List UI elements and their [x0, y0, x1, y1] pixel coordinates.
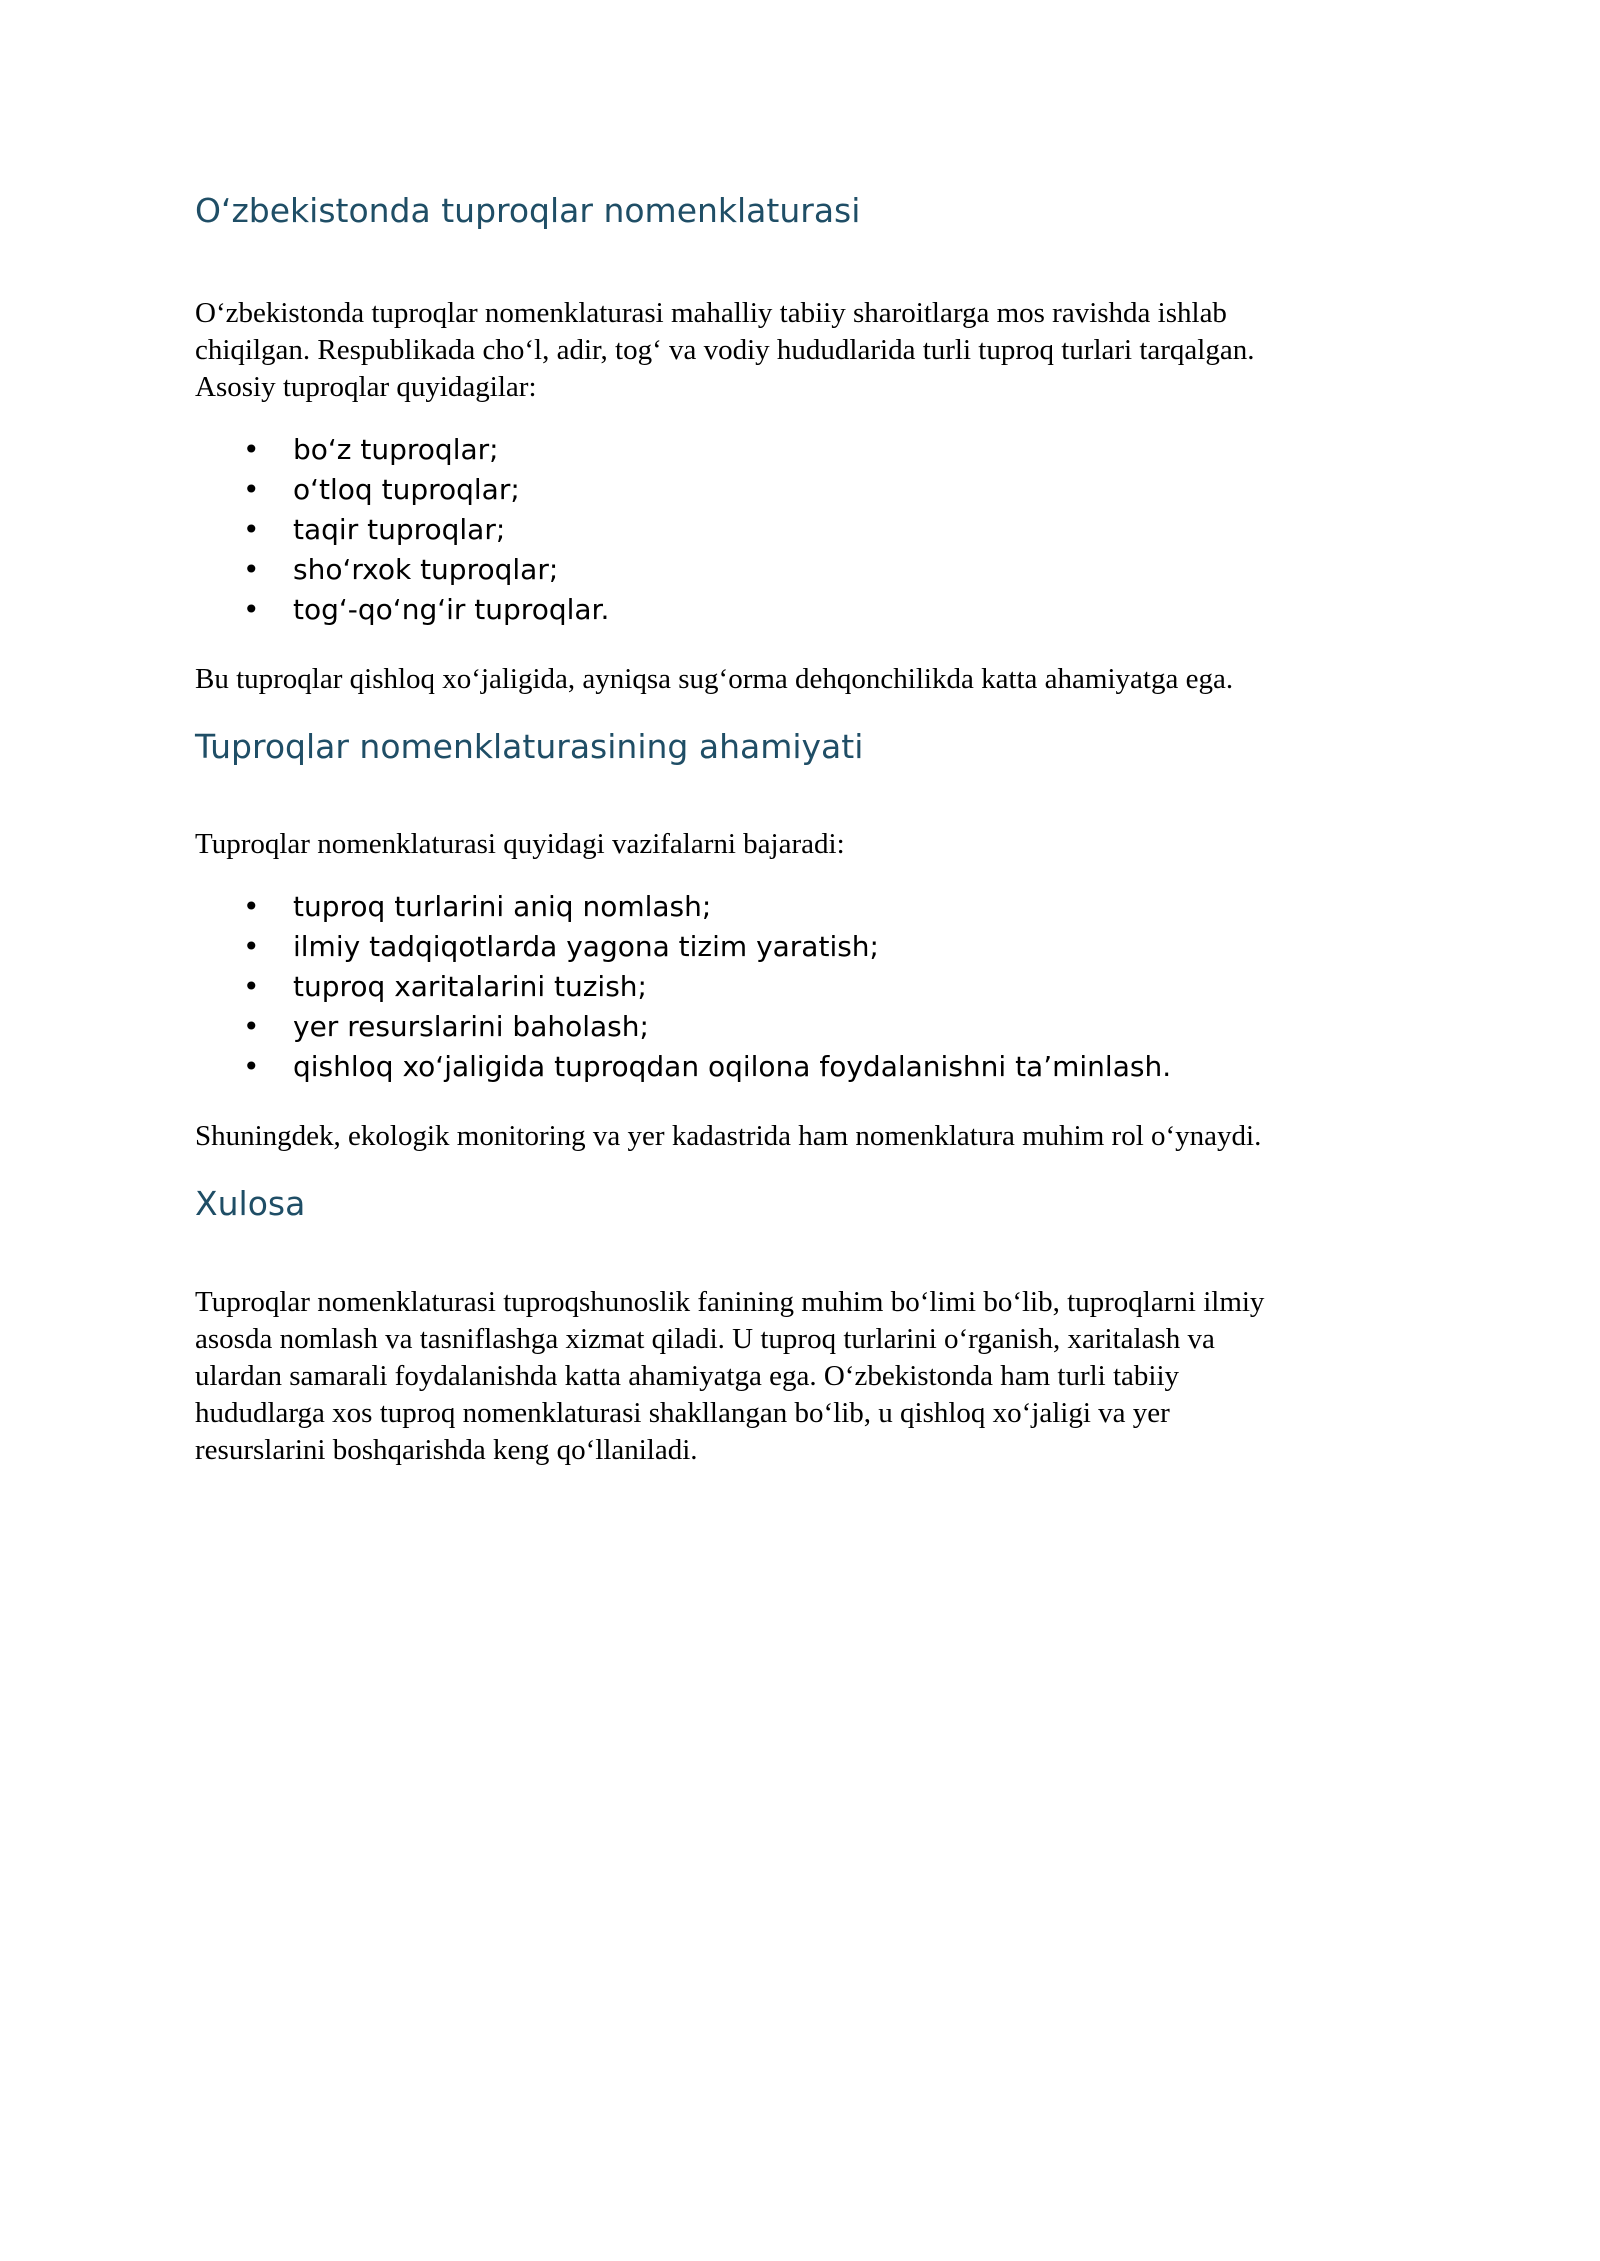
section1-intro-paragraph [195, 295, 1415, 406]
bullet-icon: • [243, 592, 260, 626]
section2-closing-paragraph: Shuningdek, ekologik monitoring va yer kadastrida ham nomenklatura muhim rol o‘ynaydi. [195, 1119, 1262, 1152]
list-item [195, 887, 1415, 927]
bullet-icon: • [243, 1049, 260, 1083]
bullet-icon: • [243, 889, 260, 923]
section1-closing-paragraph: Bu tuproqlar qishloq xo‘jaligida, ayniqsa sug‘orma dehqonchilikda katta ahamiyatga ega. [195, 662, 1234, 695]
list-item [195, 590, 1415, 630]
list-item [195, 470, 1415, 510]
list-item [195, 927, 1415, 967]
paragraph-line: Tuproqlar nomenklaturasi tuproqshunoslik fanining muhim bo‘limi bo‘lib, tuproqlarni ilmiy [195, 1285, 1265, 1318]
section-heading-uzbekistan: O‘zbekistonda tuproqlar nomenklaturasi [195, 191, 861, 230]
bullet-icon: • [243, 552, 260, 586]
soil-types-list [195, 430, 1415, 630]
paragraph-line: resurslarini boshqarishda keng qo‘llaniladi. [195, 1433, 698, 1466]
list-item-text: yer resurslarini baholash; [293, 1009, 649, 1043]
bullet-icon: • [243, 1009, 260, 1043]
list-item-text: tog‘-qo‘ng‘ir tuproqlar. [293, 592, 610, 626]
bullet-icon: • [243, 472, 260, 506]
list-item [195, 430, 1415, 470]
bullet-icon: • [243, 929, 260, 963]
paragraph-line: ulardan samarali foydalanishda katta ahamiyatga ega. O‘zbekistonda ham turli tabiiy [195, 1359, 1180, 1392]
list-item-text: tuproq turlarini aniq nomlash; [293, 889, 712, 923]
paragraph-line: O‘zbekistonda tuproqlar nomenklaturasi mahalliy tabiiy sharoitlarga mos ravishda ishlab [195, 296, 1227, 329]
list-item-text: qishloq xo‘jaligida tuproqdan oqilona foydalanishni ta’minlash. [293, 1049, 1172, 1083]
functions-list [195, 887, 1415, 1087]
bullet-icon: • [243, 432, 260, 466]
paragraph-line: chiqilgan. Respublikada cho‘l, adir, tog‘ va vodiy hududlarida turli tuproq turlari tarqalgan. [195, 333, 1255, 366]
paragraph-line: hududlarga xos tuproq nomenklaturasi shakllangan bo‘lib, u qishloq xo‘jaligi va yer [195, 1396, 1170, 1429]
paragraph-line: Asosiy tuproqlar quyidagilar: [195, 370, 537, 403]
list-item-text: bo‘z tuproqlar; [293, 432, 499, 466]
bullet-icon: • [243, 969, 260, 1003]
bullet-icon: • [243, 512, 260, 546]
paragraph-line: asosda nomlash va tasniflashga xizmat qiladi. U tuproq turlarini o‘rganish, xaritalash va [195, 1322, 1215, 1355]
section-heading-conclusion: Xulosa [195, 1183, 306, 1223]
list-item-text: tuproq xaritalarini tuzish; [293, 969, 647, 1003]
list-item-text: o‘tloq tuproqlar; [293, 472, 520, 506]
section-heading-importance: Tuproqlar nomenklaturasining ahamiyati [195, 726, 864, 766]
section2-intro-paragraph: Tuproqlar nomenklaturasi quyidagi vazifalarni bajaradi: [195, 827, 845, 860]
document-page [195, 190, 1415, 1469]
list-item [195, 1007, 1415, 1047]
list-item-text: sho‘rxok tuproqlar; [293, 552, 559, 586]
list-item [195, 967, 1415, 1007]
list-item [195, 550, 1415, 590]
list-item-text: ilmiy tadqiqotlarda yagona tizim yaratish; [293, 929, 879, 963]
conclusion-paragraph [195, 1284, 1415, 1469]
list-item [195, 1047, 1415, 1087]
list-item-text: taqir tuproqlar; [293, 512, 506, 546]
list-item [195, 510, 1415, 550]
